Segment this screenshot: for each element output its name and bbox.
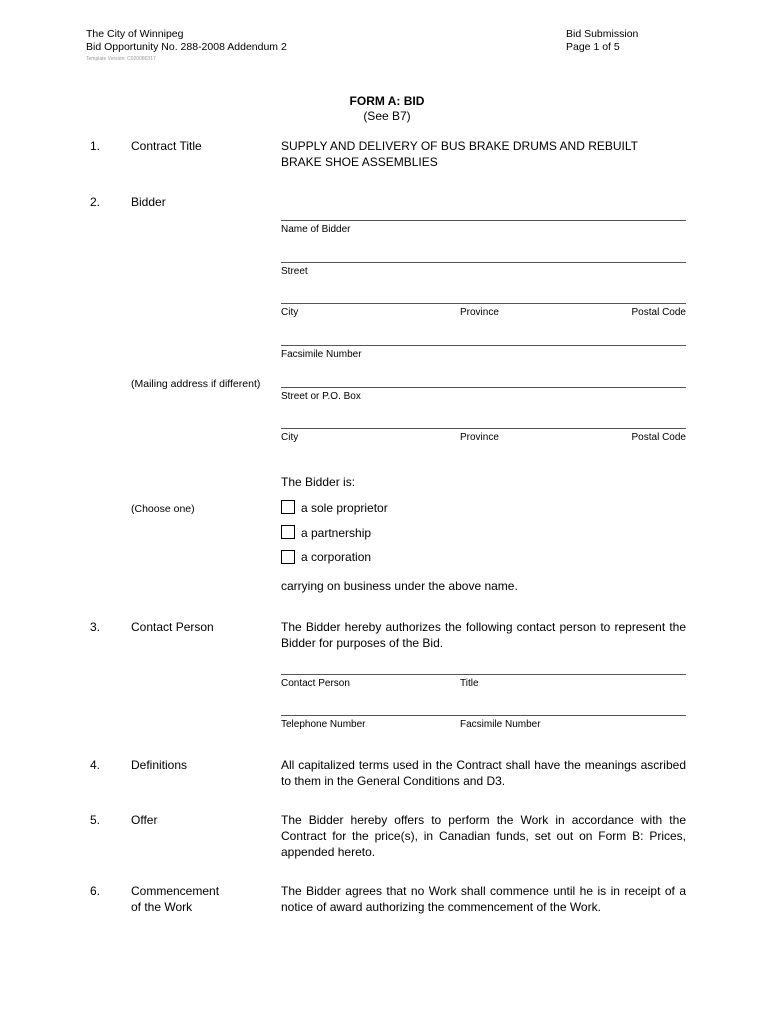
- bidder-is-intro: The Bidder is:: [281, 475, 356, 489]
- section-2-number: 2.: [90, 195, 101, 209]
- mailing-address-label: (Mailing address if different): [131, 378, 261, 390]
- header-left: [86, 28, 287, 54]
- contact-facsimile-label: Facsimile Number: [460, 719, 541, 730]
- template-version-note: Template Version: C020080317: [86, 56, 156, 62]
- section-5-number: 5.: [90, 813, 101, 827]
- mailing-city-label: City: [281, 432, 299, 443]
- street-label: Street: [281, 266, 308, 277]
- mailing-city-province-postal-line[interactable]: [281, 428, 686, 429]
- section-6-label-line1: Commencement: [131, 884, 220, 898]
- offer-text: The Bidder hereby offers to perform the Work in accordance with the Contract for the price(s), in Canadian funds, set out on Form B: Prices, appended hereto.: [281, 813, 686, 859]
- name-of-bidder-label: Name of Bidder: [281, 224, 351, 235]
- section-3-label: Contact Person: [131, 620, 214, 634]
- section-3-number: 3.: [90, 620, 101, 634]
- section-6-label: [131, 883, 219, 915]
- form-title: FORM A: BID: [349, 94, 425, 108]
- bid-submission-label: Bid Submission: [566, 28, 639, 40]
- title-label: Title: [460, 678, 479, 689]
- sole-proprietor-checkbox[interactable]: [281, 500, 295, 514]
- contract-title-line2: BRAKE SHOE ASSEMBLIES: [281, 155, 438, 169]
- section-1-label: Contract Title: [131, 139, 202, 153]
- mailing-postal-code-label: Postal Code: [631, 432, 686, 443]
- name-of-bidder-line[interactable]: [281, 220, 686, 221]
- city-name: The City of Winnipeg: [86, 28, 184, 40]
- definitions-text: All capitalized terms used in the Contract shall have the meanings ascribed to them in the General Conditions and D3.: [281, 758, 686, 788]
- street-line[interactable]: [281, 262, 686, 263]
- section-2-label: Bidder: [131, 195, 166, 209]
- street-po-box-label: Street or P.O. Box: [281, 391, 361, 402]
- contact-person-label: Contact Person: [281, 678, 350, 689]
- section-5-label: Offer: [131, 813, 158, 827]
- carrying-on-business-text: carrying on business under the above name.: [281, 579, 518, 593]
- sole-proprietor-label: a sole proprietor: [301, 501, 388, 515]
- bid-opportunity-number: Bid Opportunity No. 288-2008 Addendum 2: [86, 41, 287, 53]
- header-right: [566, 28, 638, 54]
- partnership-checkbox[interactable]: [281, 525, 295, 539]
- corporation-checkbox[interactable]: [281, 550, 295, 564]
- section-4-number: 4.: [90, 758, 101, 772]
- province-label: Province: [460, 307, 499, 318]
- section-1-number: 1.: [90, 139, 101, 153]
- postal-code-label: Postal Code: [631, 307, 686, 318]
- contact-person-title-line[interactable]: [281, 674, 686, 675]
- facsimile-label: Facsimile Number: [281, 349, 362, 360]
- contract-title-text: [281, 138, 686, 170]
- corporation-label: a corporation: [301, 550, 372, 564]
- street-po-box-line[interactable]: [281, 387, 686, 388]
- commencement-text: The Bidder agrees that no Work shall commence until he is in receipt of a notice of award authorizing the commencement of the Work.: [281, 884, 686, 914]
- section-6-number: 6.: [90, 884, 101, 898]
- page-number: Page 1 of 5: [566, 41, 620, 53]
- contract-title-line1: SUPPLY AND DELIVERY OF BUS BRAKE DRUMS AND REBUILT: [281, 139, 638, 153]
- city-label: City: [281, 307, 299, 318]
- form-subtitle: (See B7): [363, 109, 411, 123]
- choose-one-label: (Choose one): [131, 503, 195, 515]
- contact-person-text: The Bidder hereby authorizes the following contact person to represent the Bidder for purposes of the Bid.: [281, 620, 686, 650]
- section-4-label: Definitions: [131, 758, 188, 772]
- partnership-label: a partnership: [301, 526, 372, 540]
- city-province-postal-line[interactable]: [281, 303, 686, 304]
- facsimile-line[interactable]: [281, 345, 686, 346]
- section-6-label-line2: of the Work: [131, 900, 193, 914]
- mailing-province-label: Province: [460, 432, 499, 443]
- telephone-facsimile-line[interactable]: [281, 715, 686, 716]
- telephone-number-label: Telephone Number: [281, 719, 366, 730]
